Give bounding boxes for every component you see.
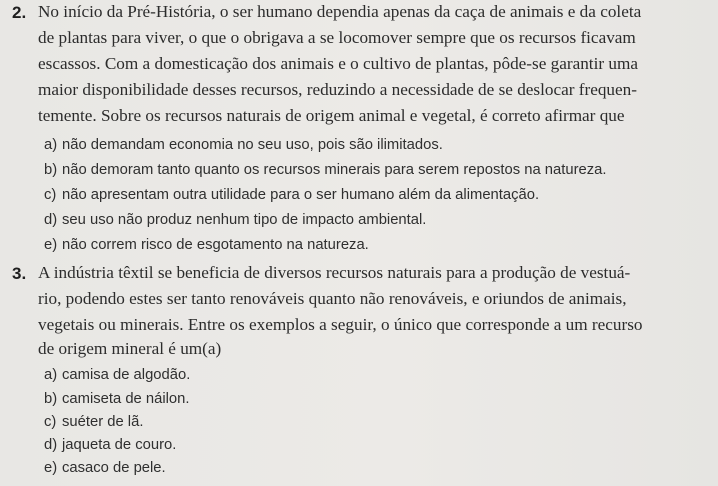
option-letter: c)	[44, 187, 57, 203]
option-text: não demoram tanto quanto os recursos minerais para serem repostos na natureza.	[62, 162, 607, 178]
question-3-option-a	[44, 367, 190, 383]
option-text: seu uso não produz nenhum tipo de impacto ambiental.	[62, 212, 427, 228]
question-2-text-line: maior disponibilidade desses recursos, reduzindo a necessidade de se deslocar frequen-	[38, 80, 637, 99]
question-2-option-d	[44, 212, 426, 228]
option-letter: b)	[44, 162, 58, 178]
question-2-text-line: temente. Sobre os recursos naturais de origem animal e vegetal, é correto afirmar que	[38, 106, 625, 125]
option-letter: e)	[44, 237, 58, 253]
question-3-text-line: de origem mineral é um(a)	[38, 339, 222, 358]
question-2-text-line: No início da Pré-História, o ser humano dependia apenas da caça de animais e da coleta	[38, 2, 642, 21]
question-2-option-e	[44, 237, 369, 253]
question-3-text-line: vegetais ou minerais. Entre os exemplos a seguir, o único que corresponde a um recurso	[38, 315, 643, 334]
option-text: camisa de algodão.	[62, 367, 191, 383]
option-text: não correm risco de esgotamento na natureza.	[62, 237, 369, 253]
question-3-text-line: A indústria têxtil se beneficia de diversos recursos naturais para a produção de vestuá-	[38, 263, 631, 282]
option-text: suéter de lã.	[62, 414, 144, 430]
option-text: jaqueta de couro.	[62, 437, 177, 453]
option-letter: a)	[44, 367, 58, 383]
option-letter: b)	[44, 391, 58, 407]
question-3-option-e	[44, 460, 166, 476]
question-2-option-b	[44, 162, 607, 178]
option-text: casaco de pele.	[62, 460, 166, 476]
question-3-option-d	[44, 437, 176, 453]
option-letter: a)	[44, 137, 58, 153]
option-letter: d)	[44, 437, 58, 453]
question-3-number: 3.	[12, 264, 27, 283]
option-text: camiseta de náilon.	[62, 391, 190, 407]
question-2-text-line: de plantas para viver, o que o obrigava a se locomover sempre que os recursos ficavam	[38, 28, 636, 47]
option-letter: d)	[44, 212, 58, 228]
option-text: não demandam economia no seu uso, pois são ilimitados.	[62, 137, 443, 153]
question-2-number: 2.	[12, 3, 27, 22]
question-2-text-line: escassos. Com a domesticação dos animais e o cultivo de plantas, pôde-se garantir uma	[38, 54, 638, 73]
question-3-text-line: rio, podendo estes ser tanto renováveis quanto não renováveis, e oriundos de animais,	[38, 289, 627, 308]
option-text: não apresentam outra utilidade para o ser humano além da alimentação.	[62, 187, 540, 203]
question-2-option-c	[44, 187, 539, 203]
question-3-option-b	[44, 391, 190, 407]
option-letter: e)	[44, 460, 58, 476]
question-2-option-a	[44, 137, 443, 153]
question-3-option-c	[44, 414, 143, 430]
option-letter: c)	[44, 414, 57, 430]
